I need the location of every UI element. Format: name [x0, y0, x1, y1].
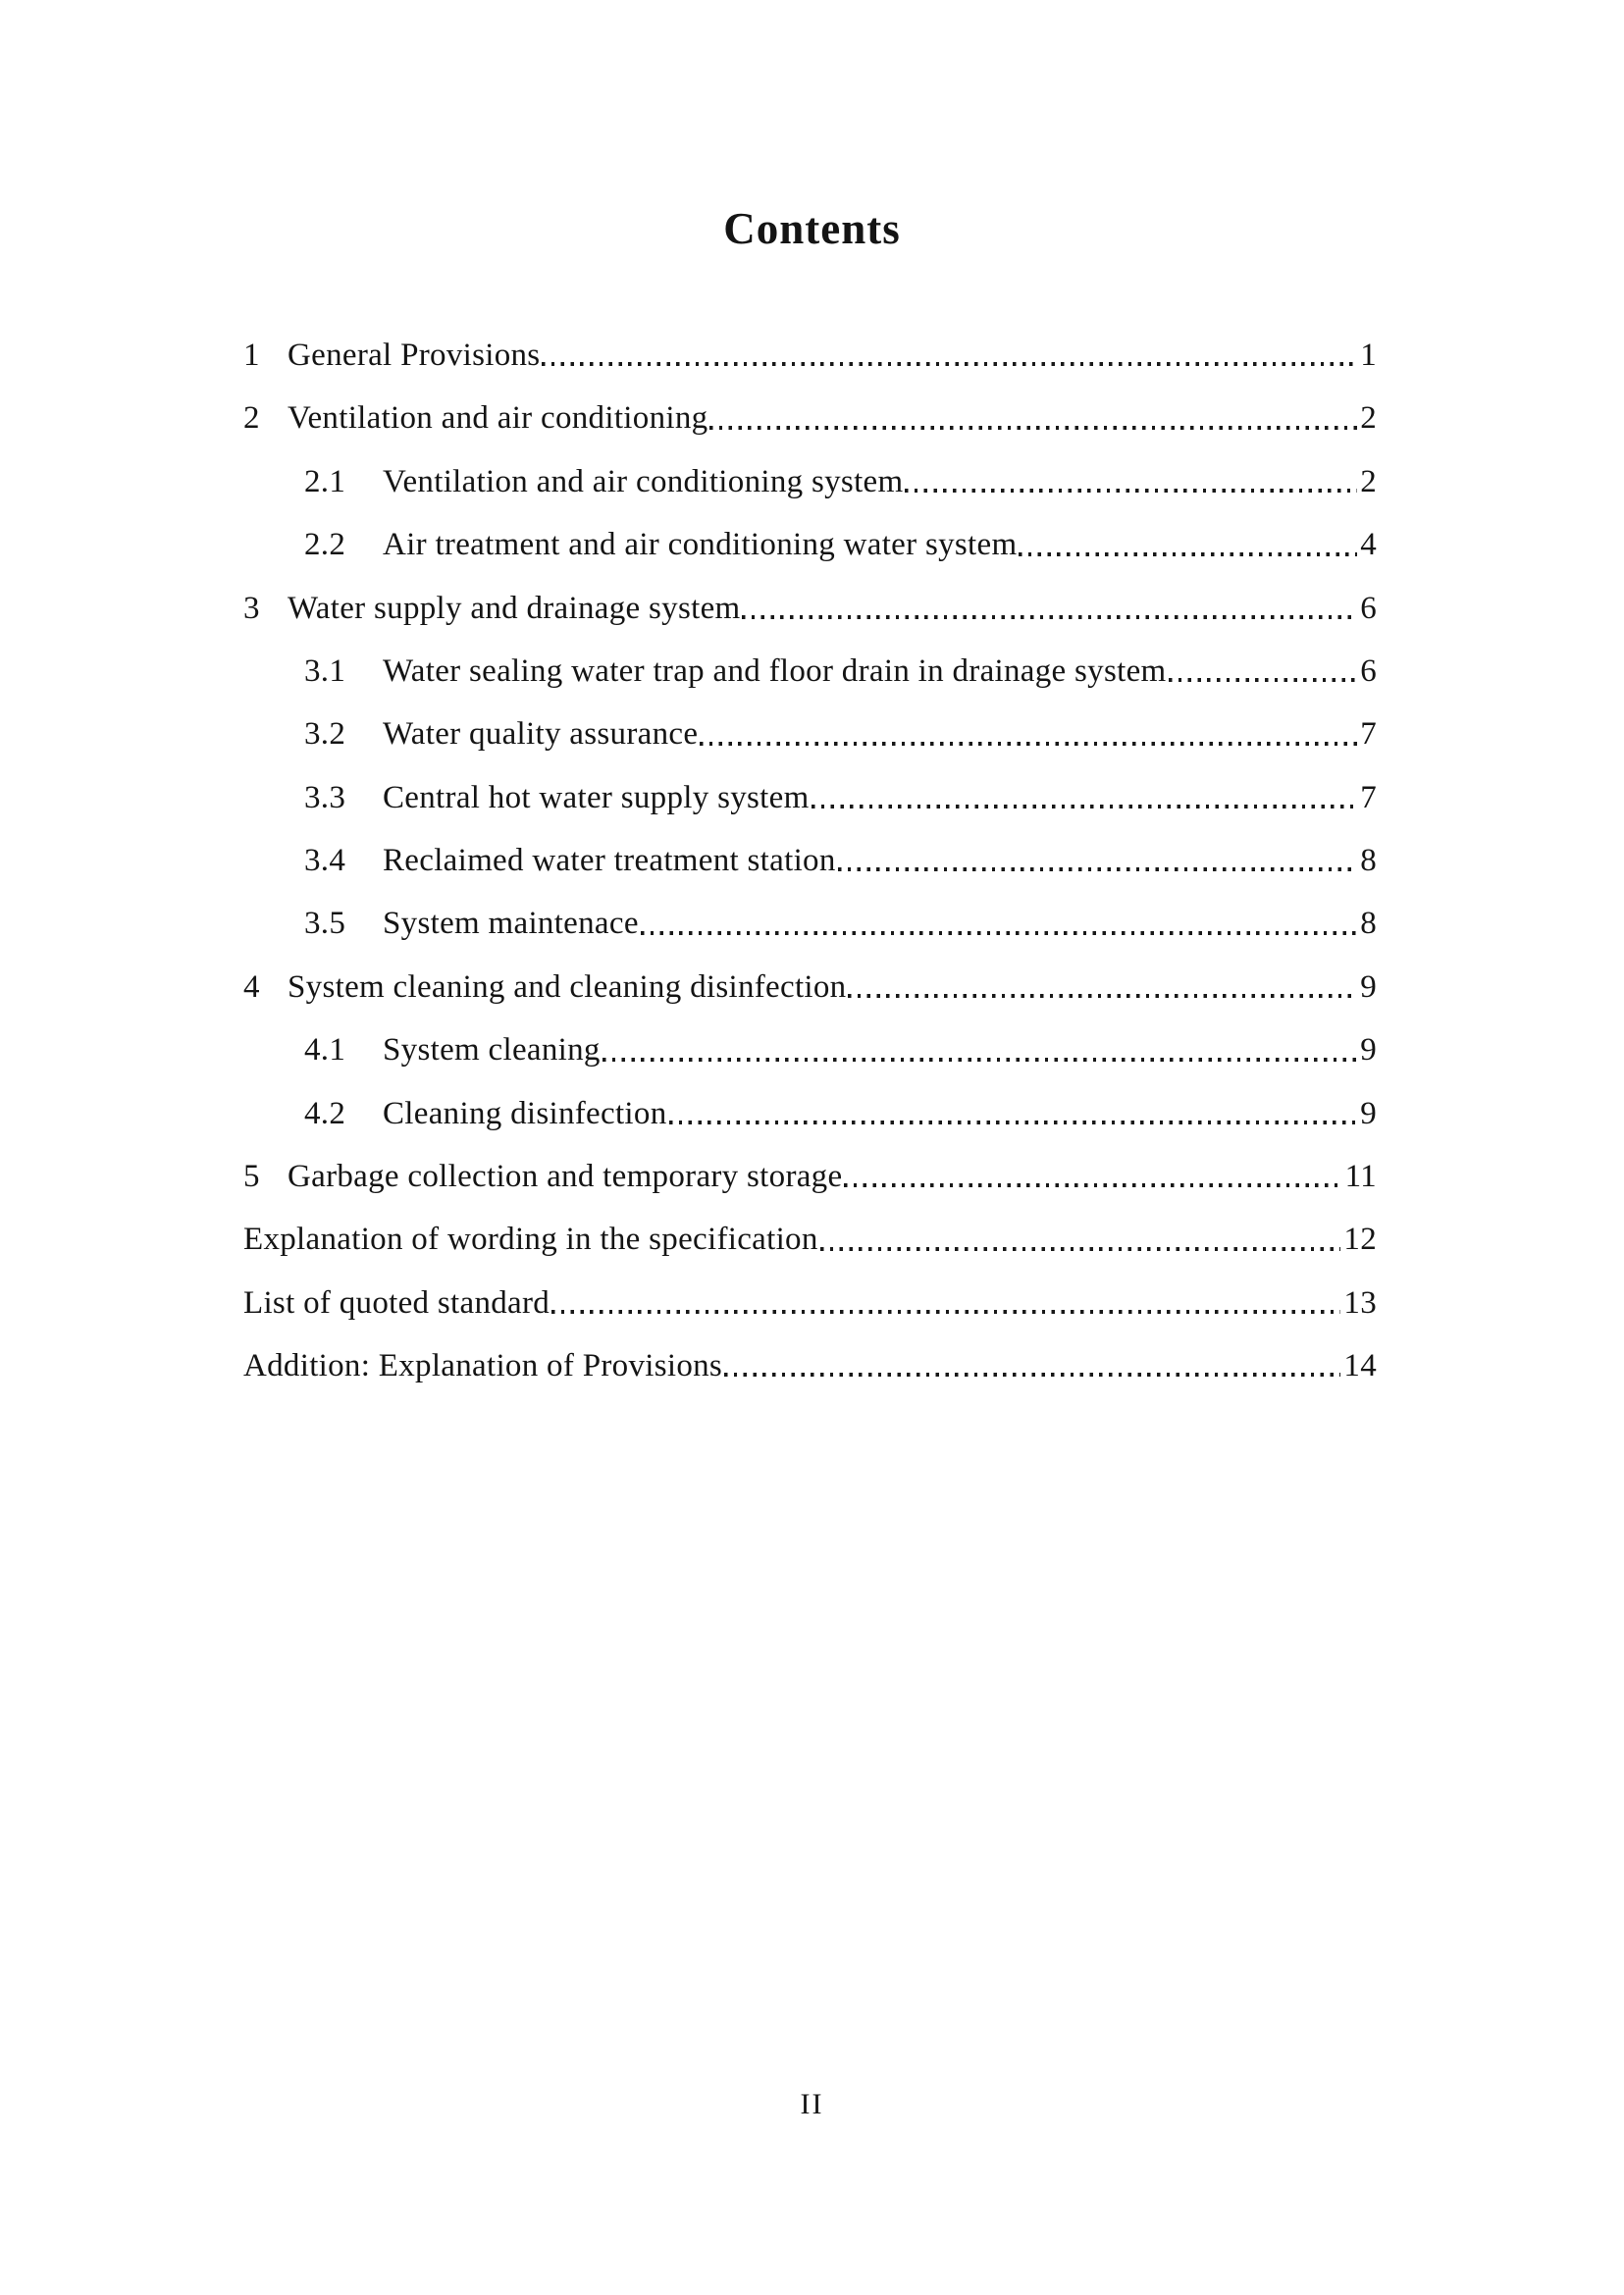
dot-leader — [641, 931, 1357, 935]
toc-entry-number: 3.1 — [304, 652, 346, 689]
toc-entry-page: 2 — [1360, 463, 1377, 499]
dot-leader — [1019, 552, 1357, 556]
toc-entry-number: 2.2 — [304, 527, 346, 563]
dot-leader — [742, 615, 1357, 619]
toc-entry-number: 3.4 — [304, 843, 346, 878]
toc-entry-label: Water quality assurance — [383, 716, 699, 753]
dot-leader — [1169, 678, 1358, 682]
toc-entry-label: Central hot water supply system — [383, 779, 810, 815]
toc-entry-number: 5 — [243, 1158, 260, 1194]
toc-entry[interactable] — [0, 1272, 1377, 1334]
toc-entry-number: 4 — [243, 968, 260, 1005]
toc-entry-page: 7 — [1360, 716, 1377, 753]
toc-entry-number: 1 — [243, 338, 260, 373]
toc-entry-label: Water sealing water trap and floor drain in drainage system — [383, 652, 1167, 689]
dot-leader — [709, 426, 1357, 430]
toc-entry-page: 8 — [1360, 906, 1377, 942]
toc-entry[interactable] — [0, 1334, 1377, 1397]
toc-entry-page: 8 — [1360, 843, 1377, 878]
toc-entry[interactable] — [0, 640, 1377, 703]
toc-entry[interactable] — [0, 387, 1377, 449]
toc-entry-number: 3.5 — [304, 906, 346, 942]
toc-entry[interactable] — [0, 513, 1377, 576]
toc-entry-label: Explanation of wording in the specification — [243, 1222, 818, 1258]
toc-entry-label: Water supply and drainage system — [288, 590, 741, 626]
toc-entry-label: System maintenace — [383, 906, 639, 942]
table-of-contents — [0, 324, 1377, 1397]
toc-entry-page: 12 — [1343, 1222, 1377, 1258]
toc-entry-page: 2 — [1360, 400, 1377, 437]
dot-leader — [848, 994, 1357, 998]
dot-leader — [542, 362, 1357, 366]
toc-entry[interactable] — [0, 829, 1377, 892]
toc-entry[interactable] — [0, 1082, 1377, 1145]
toc-entry-page: 11 — [1344, 1158, 1377, 1194]
dot-leader — [820, 1247, 1341, 1251]
toc-entry-page: 4 — [1360, 527, 1377, 563]
toc-entry-label: Reclaimed water treatment station — [383, 843, 836, 878]
toc-entry-label: Addition: Explanation of Provisions — [243, 1348, 723, 1383]
toc-entry-number: 2 — [243, 400, 260, 437]
toc-entry[interactable] — [0, 956, 1377, 1018]
toc-entry[interactable] — [0, 892, 1377, 955]
toc-entry-number: 4.1 — [304, 1032, 346, 1069]
page-title: Contents — [723, 204, 901, 253]
dot-leader — [812, 805, 1358, 808]
dot-leader — [844, 1183, 1341, 1187]
dot-leader — [905, 489, 1357, 493]
toc-entry-page: 6 — [1360, 652, 1377, 689]
toc-entry-page: 6 — [1360, 590, 1377, 626]
dot-leader — [838, 867, 1358, 871]
toc-entry-page: 7 — [1360, 779, 1377, 815]
toc-entry-label: Ventilation and air conditioning system — [383, 463, 904, 499]
dot-leader — [700, 742, 1357, 746]
toc-entry-number: 3 — [243, 590, 260, 626]
toc-entry-page: 1 — [1360, 338, 1377, 373]
toc-entry[interactable] — [0, 1208, 1377, 1271]
toc-entry-page: 13 — [1343, 1284, 1377, 1321]
toc-entry-label: System cleaning and cleaning disinfection — [288, 968, 847, 1005]
dot-leader — [724, 1373, 1340, 1377]
toc-entry-label: System cleaning — [383, 1032, 601, 1069]
dot-leader — [602, 1058, 1357, 1062]
toc-entry-page: 9 — [1360, 1095, 1377, 1131]
toc-entry[interactable] — [0, 766, 1377, 829]
toc-entry[interactable] — [0, 450, 1377, 513]
toc-entry-page: 9 — [1360, 1032, 1377, 1069]
toc-entry-label: Air treatment and air conditioning water system — [383, 527, 1018, 563]
page-number-footer: II — [800, 2088, 824, 2120]
toc-entry-number: 3.3 — [304, 779, 346, 815]
dot-leader — [551, 1310, 1340, 1314]
toc-entry-number: 4.2 — [304, 1095, 346, 1131]
toc-entry-number: 3.2 — [304, 716, 346, 753]
toc-entry[interactable] — [0, 577, 1377, 640]
toc-entry[interactable] — [0, 324, 1377, 387]
dot-leader — [669, 1121, 1358, 1124]
toc-entry-label: General Provisions — [288, 338, 541, 373]
toc-entry-page: 9 — [1360, 968, 1377, 1005]
toc-entry-label: Cleaning disinfection — [383, 1095, 667, 1131]
toc-entry-label: List of quoted standard — [243, 1284, 550, 1321]
toc-entry[interactable] — [0, 703, 1377, 765]
toc-entry-label: Ventilation and air conditioning — [288, 400, 708, 437]
toc-entry-number: 2.1 — [304, 463, 346, 499]
toc-entry[interactable] — [0, 1018, 1377, 1081]
toc-entry-page: 14 — [1343, 1348, 1377, 1383]
toc-entry[interactable] — [0, 1145, 1377, 1208]
toc-entry-label: Garbage collection and temporary storage — [288, 1158, 843, 1194]
